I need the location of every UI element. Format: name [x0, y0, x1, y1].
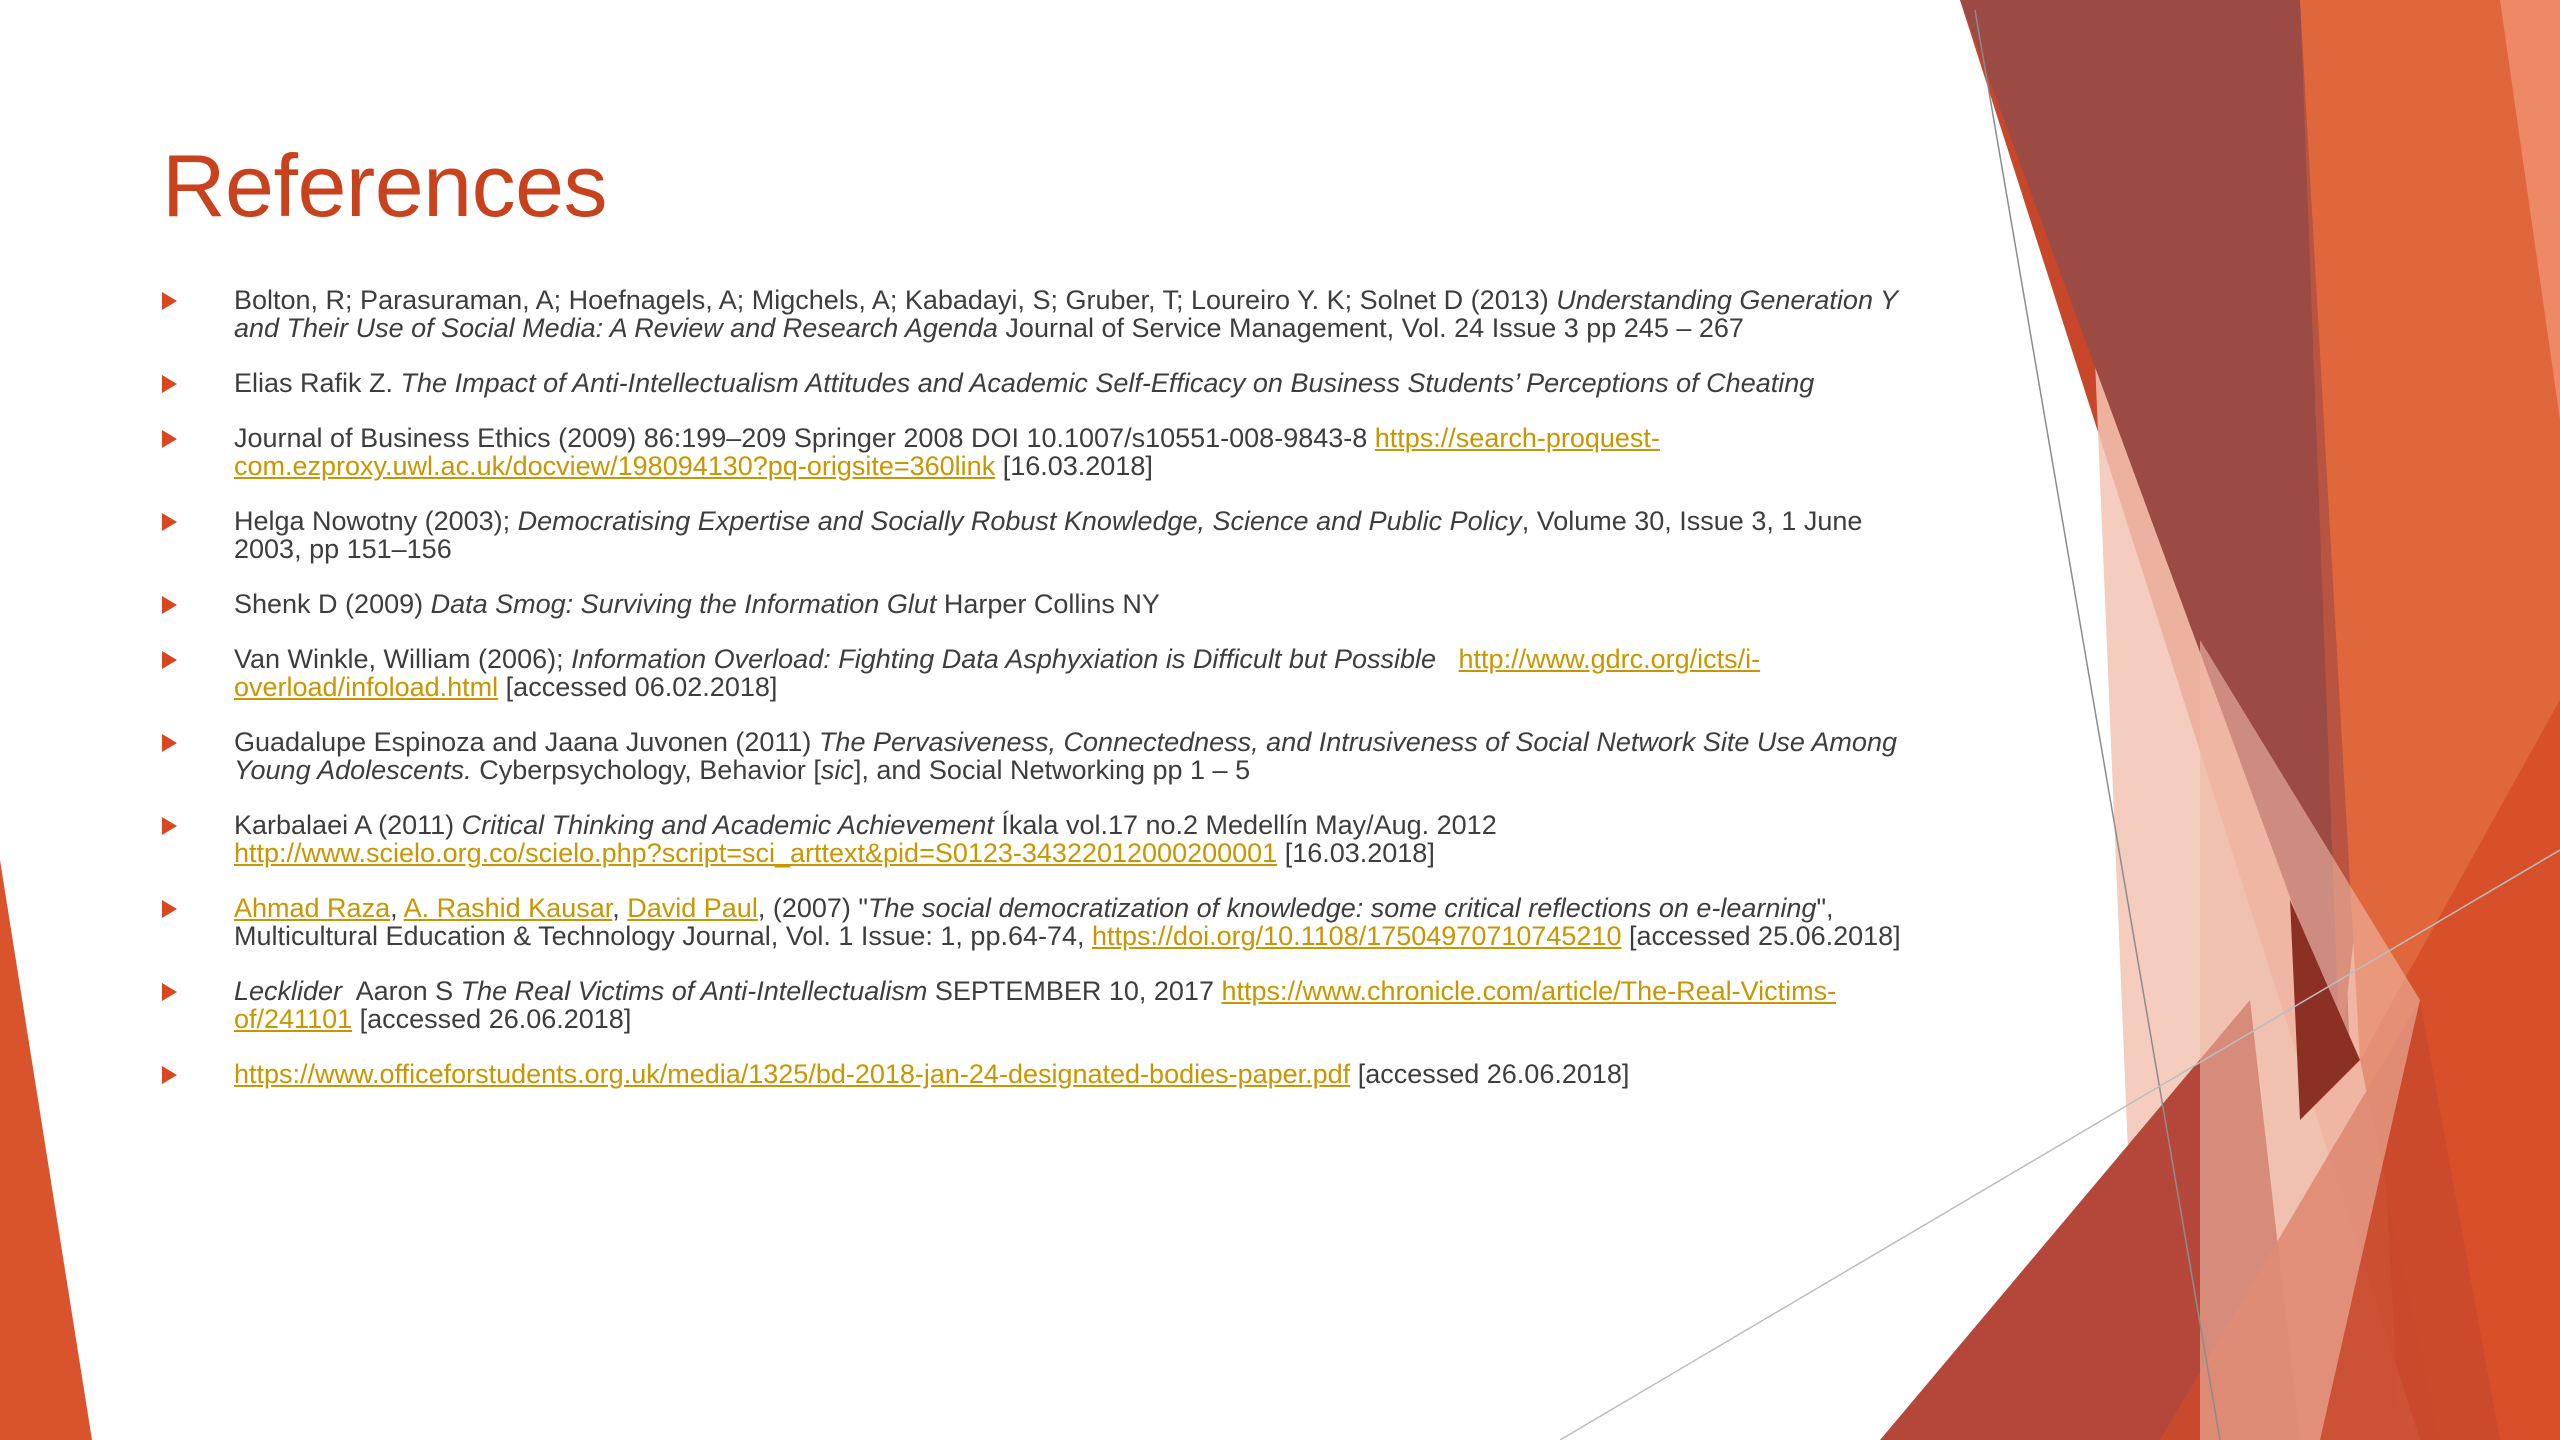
ref-separator: ,	[612, 893, 628, 923]
ref-authors: Van Winkle, William (2006);	[234, 644, 572, 674]
list-item	[162, 590, 1930, 618]
list-item	[162, 811, 1930, 867]
ref-authors: Elias Rafik Z.	[234, 368, 401, 398]
ref-details: Harper Collins NY	[936, 589, 1160, 619]
ref-date: [16.03.2018]	[995, 451, 1153, 481]
list-item	[162, 977, 1930, 1033]
ref-author-link[interactable]: David Paul	[627, 893, 758, 923]
list-item	[162, 728, 1930, 784]
ref-authors: Guadalupe Espinoza and Jaana Juvonen (2011)	[234, 727, 819, 757]
ref-details: Journal of Service Management, Vol. 24 Issue 3 pp 245 – 267	[997, 313, 1744, 343]
ref-title: The Impact of Anti-Intellectualism Attitudes and Academic Self-Efficacy on Business Students’ Perceptions of Cheating	[400, 368, 1815, 398]
triangle-bullet-icon	[162, 1066, 177, 1084]
ref-author-link[interactable]: A. Rashid Kausar	[403, 893, 613, 923]
ref-details: , Volume 30, Issue 3, 1 June 2003, pp 151–156	[234, 506, 1863, 564]
ref-authors: Helga Nowotny (2003);	[234, 506, 518, 536]
list-item	[162, 286, 1930, 342]
ref-date: [accessed 25.06.2018]	[1621, 921, 1901, 951]
ref-details: Journal of Business Ethics (2009) 86:199–209 Springer 2008 DOI 10.1007/s10551-008-9843-8	[234, 423, 1375, 453]
ref-year: , (2007) "	[757, 893, 868, 923]
ref-author-link[interactable]: Ahmad Raza	[234, 893, 391, 923]
ref-title: The social democratization of knowledge: some critical reflections on e-learning	[867, 893, 1817, 923]
ref-title: Critical Thinking and Academic Achievement	[461, 810, 994, 840]
ref-title: The Real Victims of Anti-Intellectualism	[460, 976, 928, 1006]
triangle-bullet-icon	[162, 513, 177, 531]
list-item	[162, 424, 1930, 480]
ref-link[interactable]: https://search-proquest-com.ezproxy.uwl.ac.uk/docview/198094130?pq-origsite=360link	[234, 423, 1660, 481]
ref-date: [accessed 26.06.2018]	[352, 1004, 632, 1034]
ref-details: Cyberpsychology, Behavior [	[471, 755, 821, 785]
ref-spacer	[1436, 644, 1459, 674]
ref-link[interactable]: https://doi.org/10.1108/17504970710745210	[1092, 921, 1622, 951]
triangle-bullet-icon	[162, 900, 177, 918]
ref-date: [16.03.2018]	[1277, 838, 1435, 868]
page-title: References	[162, 136, 608, 235]
list-item	[162, 1060, 1930, 1088]
ref-title: Data Smog: Surviving the Information Glut	[430, 589, 937, 619]
triangle-bullet-icon	[162, 596, 177, 614]
ref-link[interactable]: http://www.gdrc.org/icts/i-overload/infoload.html	[234, 644, 1761, 702]
ref-link[interactable]: https://www.chronicle.com/article/The-Real-Victims-of/241101	[234, 976, 1837, 1034]
ref-link[interactable]: https://www.officeforstudents.org.uk/media/1325/bd-2018-jan-24-designated-bodies-paper.pdf	[234, 1059, 1351, 1089]
ref-authors: Aaron S	[342, 976, 461, 1006]
list-item	[162, 369, 1930, 397]
ref-sic: sic	[820, 755, 854, 785]
ref-title: The Pervasiveness, Connectedness, and Intrusiveness of Social Network Site Use Among Young Adolescents.	[234, 727, 1897, 785]
triangle-bullet-icon	[162, 430, 177, 448]
ref-authors: Bolton, R; Parasuraman, A; Hoefnagels, A; Migchels, A; Kabadayi, S; Gruber, T; Loureiro Y. K; Solnet D (2013)	[234, 285, 1557, 315]
ref-author-italic: Lecklider	[234, 976, 343, 1006]
triangle-bullet-icon	[162, 651, 177, 669]
ref-title: Understanding Generation Y and Their Use of Social Media: A Review and Research Agenda	[234, 285, 1898, 343]
left-accent-shape	[0, 860, 92, 1440]
list-item	[162, 894, 1930, 950]
triangle-bullet-icon	[162, 734, 177, 752]
ref-authors: Shenk D (2009)	[234, 589, 431, 619]
ref-details: SEPTEMBER 10, 2017	[927, 976, 1222, 1006]
ref-details: Íkala vol.17 no.2 Medellín May/Aug. 2012	[993, 810, 1497, 840]
triangle-bullet-icon	[162, 817, 177, 835]
triangle-bullet-icon	[162, 292, 177, 310]
ref-title: Information Overload: Fighting Data Asphyxiation is Difficult but Possible	[571, 644, 1437, 674]
ref-authors: Karbalaei A (2011)	[234, 810, 462, 840]
ref-separator: ,	[390, 893, 404, 923]
ref-date: [accessed 26.06.2018]	[1350, 1059, 1630, 1089]
ref-title: Democratising Expertise and Socially Robust Knowledge, Science and Public Policy	[517, 506, 1522, 536]
list-item	[162, 645, 1930, 701]
ref-link[interactable]: http://www.scielo.org.co/scielo.php?script=sci_arttext&pid=S0123-34322012000200001	[234, 838, 1278, 868]
list-item	[162, 507, 1930, 563]
reference-list	[162, 286, 1930, 1088]
triangle-bullet-icon	[162, 983, 177, 1001]
ref-details-end: ], and Social Networking pp 1 – 5	[853, 755, 1251, 785]
ref-details: ", Multicultural Education & Technology Journal, Vol. 1 Issue: 1, pp.64-74,	[234, 893, 1834, 951]
ref-date: [accessed 06.02.2018]	[498, 672, 778, 702]
triangle-bullet-icon	[162, 375, 177, 393]
